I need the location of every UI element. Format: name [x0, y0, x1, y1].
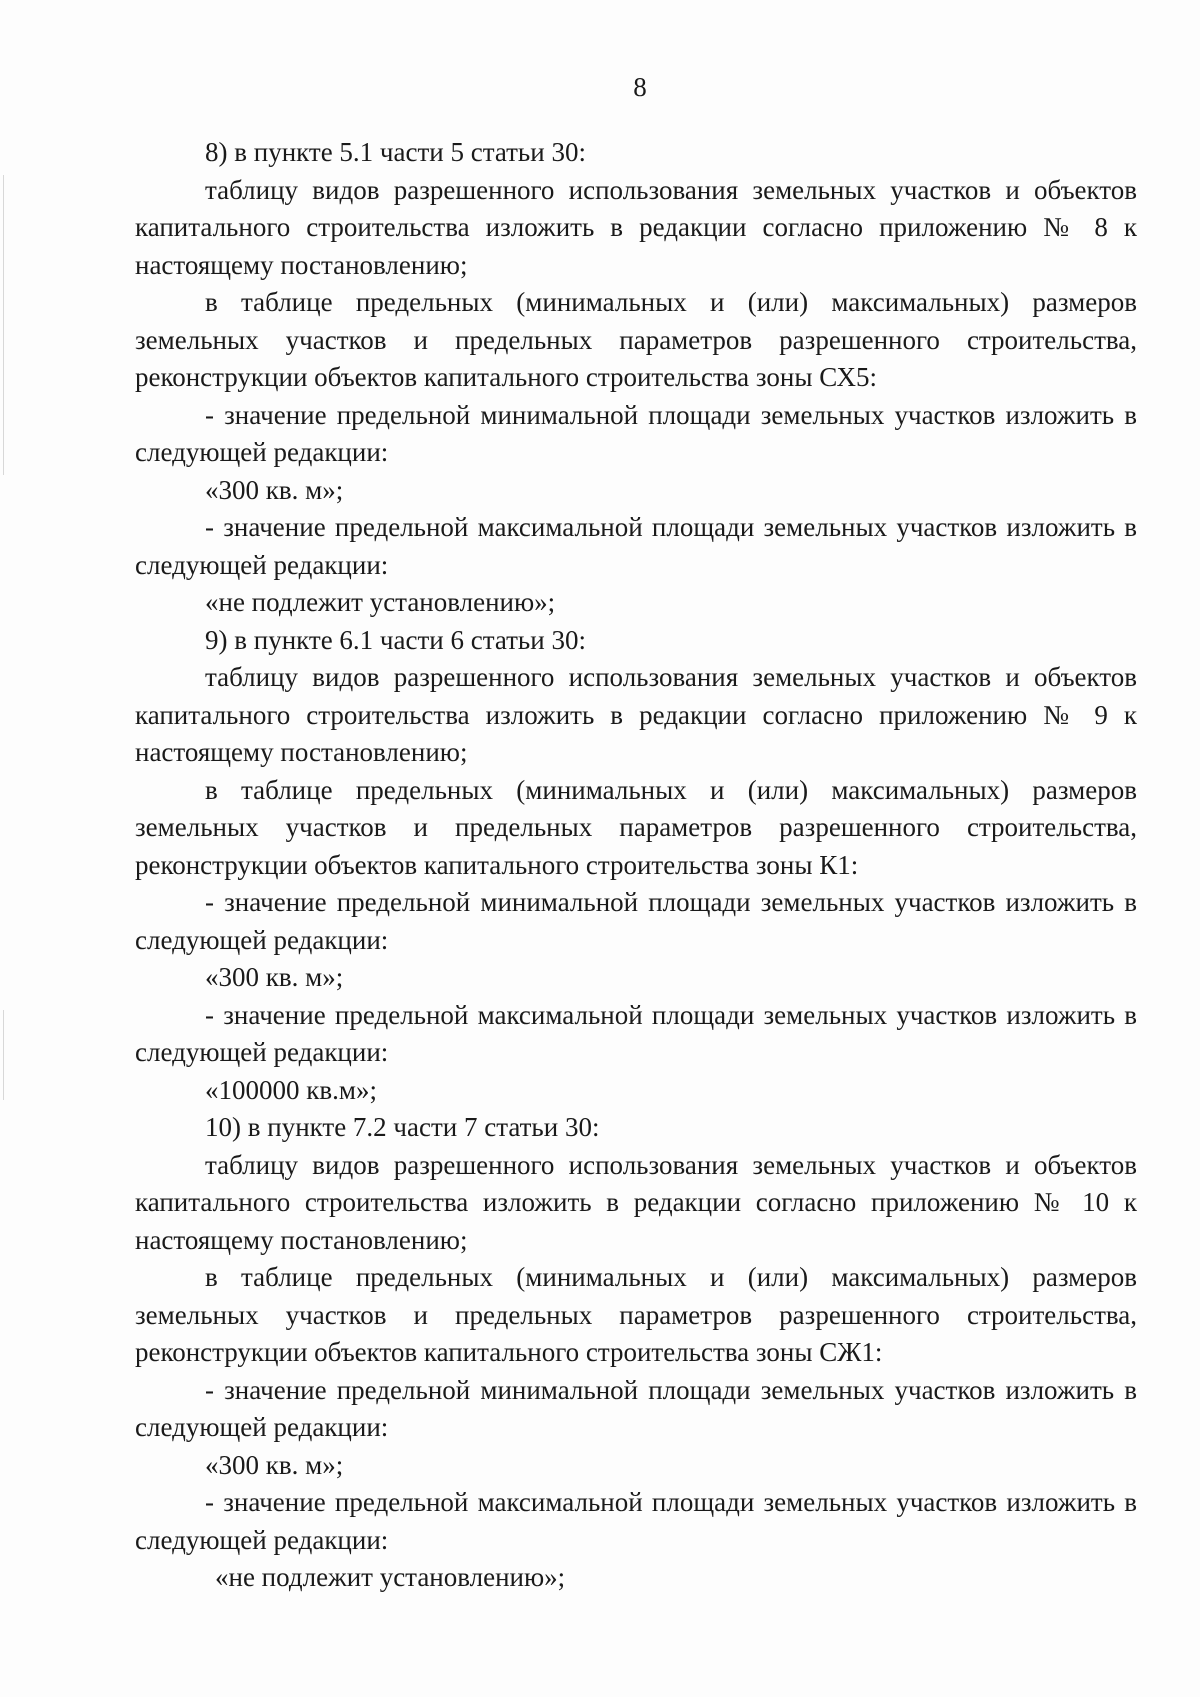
- scan-edge-line: [3, 175, 4, 475]
- page-number: 8: [633, 72, 647, 102]
- section-9-heading: 9) в пункте 6.1 части 6 статьи 30:: [205, 624, 586, 655]
- section-8-heading: 8) в пункте 5.1 части 5 статьи 30:: [205, 137, 586, 167]
- section-10-limits-paragraph: в таблице предельных (минимальных и (или) максимальных) размеров земельных участков и предельных параметров разрешенного строительства, реконструкции объектов капитального строительства зоны СЖ1:: [135, 1262, 1137, 1367]
- section-8-limits-paragraph: в таблице предельных (минимальных и (или) максимальных) размеров земельных участков и предельных параметров разрешенного строительства, реконструкции объектов капитального строительства зоны СХ5:: [135, 287, 1137, 392]
- section-10-min-paragraph: - значение предельной минимальной площади земельных участков изложить в следующей редакции:: [135, 1374, 1137, 1442]
- section-10-max-paragraph: - значение предельной максимальной площади земельных участков изложить в следующей редакции:: [135, 1487, 1137, 1555]
- section-8-min-value: «300 кв. м»;: [205, 474, 344, 505]
- section-10-max-value: «не подлежит установлению»;: [215, 1562, 566, 1592]
- section-8-min-paragraph: - значение предельной минимальной площади земельных участков изложить в следующей редакции:: [135, 399, 1137, 467]
- section-10-heading: 10) в пункте 7.2 части 7 статьи 30:: [205, 1112, 600, 1142]
- section-9-max-value: «100000 кв.м»;: [205, 1074, 377, 1105]
- scan-edge-line: [3, 1010, 4, 1100]
- section-10-table-paragraph: таблицу видов разрешенного использования земельных участков и объектов капитального строительства изложить в редакции согласно приложению № 10 к настоящему постановлению;: [135, 1149, 1137, 1255]
- section-10-min-value: «300 кв. м»;: [205, 1449, 344, 1480]
- document-body: [135, 134, 1137, 1597]
- section-8-max-paragraph: - значение предельной максимальной площади земельных участков изложить в следующей редакции:: [135, 512, 1137, 580]
- section-9-table-paragraph: таблицу видов разрешенного использования земельных участков и объектов капитального строительства изложить в редакции согласно приложению № 9 к настоящему постановлению;: [135, 662, 1137, 767]
- section-9-min-value: «300 кв. м»;: [205, 962, 344, 992]
- section-8-table-paragraph: таблицу видов разрешенного использования земельных участков и объектов капитального строительства изложить в редакции согласно приложению № 8 к настоящему постановлению;: [135, 174, 1137, 280]
- section-9-min-paragraph: - значение предельной минимальной площади земельных участков изложить в следующей редакции:: [135, 887, 1137, 955]
- section-9-max-paragraph: - значение предельной максимальной площади земельных участков изложить в следующей редакции:: [135, 999, 1137, 1067]
- section-8-max-value: «не подлежит установлению»;: [205, 587, 556, 617]
- section-9-limits-paragraph: в таблице предельных (минимальных и (или) максимальных) размеров земельных участков и предельных параметров разрешенного строительства, реконструкции объектов капитального строительства зоны К1:: [135, 774, 1137, 880]
